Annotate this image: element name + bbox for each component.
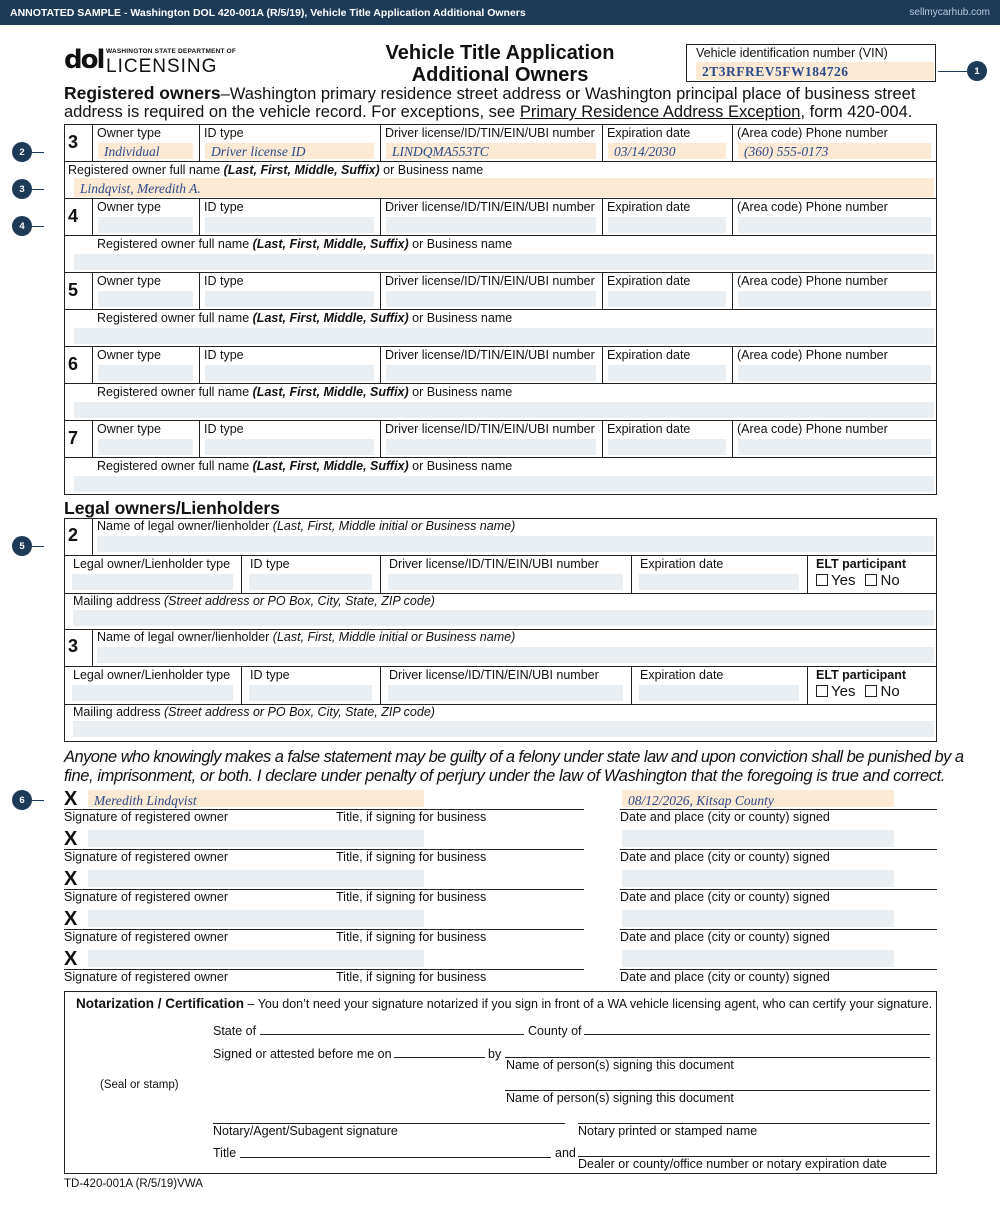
owner-col-label: ID type: [204, 422, 244, 436]
notary-title-line[interactable]: [240, 1157, 551, 1158]
logo-line1: WASHINGTON STATE DEPARTMENT OF: [106, 48, 237, 55]
elt-label: ELT participant: [816, 668, 907, 682]
signature-field[interactable]: [88, 830, 424, 847]
form-number: TD-420-001A (R/5/19)VWA: [64, 1178, 203, 1190]
owner-field-exp[interactable]: [608, 439, 726, 455]
dol-mark: dol: [64, 45, 104, 75]
divider: [199, 346, 200, 383]
elt-no-label: No: [880, 683, 900, 700]
and-label: and: [555, 1146, 576, 1160]
owner-name-field[interactable]: [74, 178, 934, 197]
signature-x: X: [64, 868, 78, 890]
declaration-1: Anyone who knowingly makes a false statement may be guilty of a felony under state law and upon conviction shall be punished by a: [64, 748, 964, 766]
legal-col-label: ID type: [250, 668, 290, 682]
divider: [92, 124, 93, 161]
legal-name-label-b: (Last, First, Middle initial or Business name): [272, 630, 516, 644]
divider: [732, 346, 733, 383]
owner-col-label: Driver license/ID/TIN/EIN/UBI number: [385, 422, 595, 436]
owner-col-label: (Area code) Phone number: [737, 126, 888, 140]
divider: [199, 198, 200, 235]
legal-field-type_label[interactable]: [72, 574, 233, 590]
signature-label: Signature of registered owner: [64, 930, 228, 944]
owner-name-label-part: or Business name: [408, 237, 513, 251]
date-place-field[interactable]: [622, 830, 894, 847]
notary-box: [64, 991, 937, 1174]
owner-name-label-part: Registered owner full name: [97, 459, 253, 473]
marker-leader: [32, 189, 44, 190]
signature-label: Signature of registered owner: [64, 850, 228, 864]
divider: [631, 666, 632, 704]
owner-value-phone: (360) 555-0173: [744, 144, 829, 159]
divider: [64, 309, 937, 310]
divider: [807, 555, 808, 593]
marker-leader: [32, 546, 44, 547]
owner-row-number: 4: [68, 206, 79, 226]
elt-yes-label: Yes: [831, 683, 856, 700]
owner-name-label-part: or Business name: [408, 385, 513, 399]
owner-col-label: Driver license/ID/TIN/EIN/UBI number: [385, 200, 595, 214]
legal-row-number: 2: [68, 525, 79, 545]
date-place-field[interactable]: [622, 910, 894, 927]
elt-yes-label: Yes: [831, 572, 856, 589]
owner-col-label: (Area code) Phone number: [737, 274, 888, 288]
mailing-label: [73, 705, 435, 719]
mailing-label-b: (Street address or PO Box, City, State, ZIP code): [164, 594, 435, 608]
owner-field-phone[interactable]: [738, 439, 931, 455]
owner-col-label: Owner type: [97, 200, 161, 214]
elt-label: ELT participant: [816, 557, 907, 571]
elt-yes-checkbox[interactable]: [816, 574, 828, 586]
divider: [64, 198, 937, 199]
elt-yes-checkbox[interactable]: [816, 685, 828, 697]
owner-name-value: Lindqvist, Meredith A.: [80, 181, 201, 196]
owner-field-dl[interactable]: [386, 291, 596, 307]
owner-name-field[interactable]: [74, 254, 934, 270]
registered-intro: [64, 84, 944, 104]
owner-row-number: 7: [68, 428, 79, 448]
owner-field-owner_type[interactable]: [98, 365, 193, 381]
owner-col-label: Expiration date: [607, 274, 691, 288]
owner-col-label: Driver license/ID/TIN/EIN/UBI number: [385, 348, 595, 362]
annotation-marker: 5: [12, 536, 32, 556]
owner-name-field[interactable]: [74, 402, 934, 418]
owner-col-label: Owner type: [97, 274, 161, 288]
registered-heading: Registered owners: [64, 83, 221, 103]
divider: [380, 124, 381, 161]
owner-row-number: 3: [68, 132, 79, 152]
signature-label: Signature of registered owner: [64, 970, 228, 984]
owner-field-owner_type[interactable]: [98, 217, 193, 233]
registered-intro-2b: , form 420-004.: [800, 103, 913, 121]
divider: [64, 161, 937, 162]
date-label: Date and place (city or county) signed: [620, 970, 830, 984]
owner-col-label: Expiration date: [607, 422, 691, 436]
notary-sig-label: Notary/Agent/Subagent signature: [213, 1124, 398, 1138]
owner-name-label-part: Registered owner full name: [97, 237, 253, 251]
dealer-label: Dealer or county/office number or notary expiration date: [578, 1157, 887, 1171]
legal-heading: Legal owners/Lienholders: [64, 498, 280, 518]
title-label: Title, if signing for business: [336, 930, 487, 944]
divider: [732, 124, 733, 161]
date-label: Date and place (city or county) signed: [620, 810, 830, 824]
divider: [64, 346, 937, 347]
signature-x: X: [64, 788, 78, 810]
owner-field-phone[interactable]: [738, 291, 931, 307]
by-label: by: [488, 1047, 502, 1061]
owner-field-exp[interactable]: [608, 291, 726, 307]
divider: [732, 198, 733, 235]
marker-leader: [32, 226, 44, 227]
owner-col-label: Owner type: [97, 422, 161, 436]
divider: [64, 420, 937, 421]
county-line[interactable]: [584, 1034, 930, 1035]
title-label: Title, if signing for business: [336, 890, 487, 904]
divider: [199, 272, 200, 309]
owner-field-id_type[interactable]: [205, 291, 374, 307]
owner-row-number: 5: [68, 280, 79, 300]
registered-intro-line2: [64, 103, 912, 122]
owner-name-label-part: (Last, First, Middle, Suffix): [252, 237, 409, 251]
title-label: Title, if signing for business: [336, 970, 487, 984]
divider: [92, 629, 93, 666]
owner-value-dl: LINDQMA553TC: [392, 144, 489, 159]
owner-col-label: Owner type: [97, 348, 161, 362]
legal-field-dl[interactable]: [388, 574, 623, 590]
signature-x: X: [64, 908, 78, 930]
divider: [732, 272, 733, 309]
date-label: Date and place (city or county) signed: [620, 930, 830, 944]
owner-field-phone[interactable]: [738, 217, 931, 233]
divider: [602, 272, 603, 309]
divider: [602, 198, 603, 235]
signature-value: Meredith Lindqvist: [94, 793, 197, 808]
county-label: County of: [528, 1024, 582, 1038]
elt-no-checkbox[interactable]: [865, 574, 877, 586]
mailing-label-a: Mailing address: [73, 594, 165, 608]
divider: [92, 272, 93, 309]
annotation-marker: 1: [967, 61, 987, 81]
signed-date-line[interactable]: [394, 1057, 485, 1058]
declaration-2: fine, imprisonment, or both. I declare under penalty of perjury under the law of Washington that the foregoing is true and correct.: [64, 767, 945, 785]
marker-leader: [32, 800, 44, 801]
state-line[interactable]: [260, 1034, 524, 1035]
elt-no-checkbox[interactable]: [865, 685, 877, 697]
notary-header: [76, 996, 932, 1011]
legal-name-label-a: Name of legal owner/lienholder: [97, 630, 273, 644]
owner-name-label-part: Registered owner full name: [68, 163, 224, 177]
legal-name-label-a: Name of legal owner/lienholder: [97, 519, 273, 533]
divider: [64, 235, 937, 236]
elt-options: [816, 683, 900, 700]
divider: [380, 666, 381, 704]
owner-field-dl[interactable]: [386, 217, 596, 233]
owner-value-owner_type: Individual: [104, 144, 160, 159]
form-title-2: Additional Owners: [411, 64, 589, 86]
dol-logo: [64, 44, 239, 78]
marker-leader: [938, 71, 967, 72]
legal-name-label-b: (Last, First, Middle initial or Business name): [272, 519, 516, 533]
divider: [380, 272, 381, 309]
registered-intro-2a: address is required on the vehicle record. For exceptions, see: [64, 103, 520, 121]
date-place-field[interactable]: [622, 950, 894, 967]
top-banner: [0, 0, 1000, 25]
divider: [631, 555, 632, 593]
divider: [92, 198, 93, 235]
legal-col-label: Legal owner/Lienholder type: [73, 668, 231, 682]
divider: [602, 346, 603, 383]
registered-intro-1: –Washington primary residence street address or Washington principal place of business street: [220, 85, 916, 103]
notary-title-label: Title: [213, 1146, 237, 1160]
legal-name-label: [97, 630, 515, 644]
owner-col-label: Owner type: [97, 126, 161, 140]
owner-field-owner_type[interactable]: [98, 439, 193, 455]
owner-name-label-part: (Last, First, Middle, Suffix): [252, 459, 409, 473]
divider: [602, 124, 603, 161]
owner-field-id_type[interactable]: [205, 439, 374, 455]
owner-name-label: [97, 237, 512, 251]
divider: [241, 555, 242, 593]
owner-col-label: ID type: [204, 348, 244, 362]
owner-col-label: Driver license/ID/TIN/EIN/UBI number: [385, 126, 595, 140]
divider: [807, 666, 808, 704]
signature-label: Signature of registered owner: [64, 890, 228, 904]
owner-value-exp: 03/14/2030: [614, 144, 676, 159]
owner-col-label: Expiration date: [607, 200, 691, 214]
owner-field-dl[interactable]: [386, 365, 596, 381]
divider: [92, 420, 93, 457]
annotation-marker: 2: [12, 142, 32, 162]
mailing-label-b: (Street address or PO Box, City, State, ZIP code): [164, 705, 435, 719]
divider: [199, 420, 200, 457]
owner-row-number: 6: [68, 354, 79, 374]
annotation-marker: 3: [12, 179, 32, 199]
title-label: Title, if signing for business: [336, 850, 487, 864]
name-person-1: Name of person(s) signing this document: [506, 1058, 734, 1072]
logo-line2: LICENSING: [106, 56, 218, 77]
owner-name-label: [97, 311, 512, 325]
divider: [241, 666, 242, 704]
annotation-marker: 4: [12, 216, 32, 236]
legal-col-label: Driver license/ID/TIN/EIN/UBI number: [389, 557, 599, 571]
signature-field[interactable]: [88, 950, 424, 967]
divider: [380, 198, 381, 235]
signature-x: X: [64, 948, 78, 970]
divider: [380, 346, 381, 383]
owner-name-label-part: Registered owner full name: [97, 311, 253, 325]
divider: [380, 420, 381, 457]
legal-col-label: Expiration date: [640, 668, 724, 682]
date-label: Date and place (city or county) signed: [620, 850, 830, 864]
owner-col-label: ID type: [204, 274, 244, 288]
signature-field[interactable]: [88, 870, 424, 887]
legal-field-type_label[interactable]: [72, 685, 233, 701]
divider: [380, 555, 381, 593]
elt-no-label: No: [880, 572, 900, 589]
legal-field-id_type[interactable]: [249, 574, 372, 590]
vin-value: 2T3RFREV5FW184726: [702, 64, 849, 79]
divider: [732, 420, 733, 457]
divider: [199, 124, 200, 161]
owner-name-label-part: or Business name: [408, 459, 513, 473]
legal-col-label: Expiration date: [640, 557, 724, 571]
owner-name-field[interactable]: [74, 328, 934, 344]
vin-label: Vehicle identification number (VIN): [696, 46, 888, 60]
owner-col-label: (Area code) Phone number: [737, 200, 888, 214]
divider: [64, 457, 937, 458]
signature-field[interactable]: [88, 910, 424, 927]
date-place-field[interactable]: [622, 870, 894, 887]
owner-value-id_type: Driver license ID: [211, 144, 306, 159]
owner-field-phone[interactable]: [738, 365, 931, 381]
title-label: Title, if signing for business: [336, 810, 487, 824]
site-link[interactable]: sellmycarhub.com: [909, 7, 990, 18]
name-person-2: Name of person(s) signing this document: [506, 1091, 734, 1105]
mailing-field[interactable]: [73, 610, 934, 626]
owner-name-label: [68, 163, 483, 177]
owner-name-label-part: (Last, First, Middle, Suffix): [252, 311, 409, 325]
notary-title: Notarization / Certification: [76, 996, 245, 1011]
form-title-1: Vehicle Title Application: [385, 42, 615, 64]
owner-name-label-part: (Last, First, Middle, Suffix): [223, 163, 380, 177]
owner-name-label-part: or Business name: [408, 311, 513, 325]
marker-leader: [32, 152, 44, 153]
divider: [602, 420, 603, 457]
owner-field-exp[interactable]: [608, 217, 726, 233]
divider: [92, 518, 93, 555]
owner-col-label: Expiration date: [607, 126, 691, 140]
owner-name-field[interactable]: [74, 476, 934, 492]
legal-name-label: [97, 519, 515, 533]
owner-name-label-part: (Last, First, Middle, Suffix): [252, 385, 409, 399]
owner-field-owner_type[interactable]: [98, 291, 193, 307]
notary-desc: – You don’t need your signature notarized if you sign in front of a WA vehicle licensing agent, who can certify your signature.: [244, 997, 933, 1011]
date-label: Date and place (city or county) signed: [620, 890, 830, 904]
owner-col-label: ID type: [204, 126, 244, 140]
legal-col-label: Legal owner/Lienholder type: [73, 557, 231, 571]
owner-field-id_type[interactable]: [205, 217, 374, 233]
owner-col-label: ID type: [204, 200, 244, 214]
signature-label: Signature of registered owner: [64, 810, 228, 824]
state-label: State of: [213, 1024, 257, 1038]
divider: [64, 383, 937, 384]
annotation-marker: 6: [12, 790, 32, 810]
owner-col-label: (Area code) Phone number: [737, 422, 888, 436]
legal-name-field[interactable]: [97, 647, 934, 663]
owner-col-label: (Area code) Phone number: [737, 348, 888, 362]
owner-name-label: [97, 385, 512, 399]
owner-name-label-part: or Business name: [379, 163, 484, 177]
divider: [64, 272, 937, 273]
elt-options: [816, 572, 900, 589]
banner-title: ANNOTATED SAMPLE - Washington DOL 420-001A (R/5/19), Vehicle Title Application Additional Owners: [10, 6, 526, 19]
exception-link[interactable]: Primary Residence Address Exception: [519, 103, 801, 121]
owner-col-label: Expiration date: [607, 348, 691, 362]
legal-field-id_type[interactable]: [249, 685, 372, 701]
legal-field-exp[interactable]: [639, 685, 799, 701]
legal-field-exp[interactable]: [639, 574, 799, 590]
legal-name-field[interactable]: [97, 536, 934, 552]
signed-label: Signed or attested before me on: [213, 1047, 392, 1061]
mailing-label-a: Mailing address: [73, 705, 165, 719]
owner-name-label-part: Registered owner full name: [97, 385, 253, 399]
signature-x: X: [64, 828, 78, 850]
mailing-label: [73, 594, 435, 608]
notary-name-label: Notary printed or stamped name: [578, 1124, 758, 1138]
legal-field-dl[interactable]: [388, 685, 623, 701]
legal-col-label: Driver license/ID/TIN/EIN/UBI number: [389, 668, 599, 682]
owner-field-id_type[interactable]: [205, 365, 374, 381]
owner-field-dl[interactable]: [386, 439, 596, 455]
divider: [92, 346, 93, 383]
seal-label: (Seal or stamp): [100, 1079, 179, 1091]
legal-col-label: ID type: [250, 557, 290, 571]
date-place-value: 08/12/2026, Kitsap County: [628, 793, 774, 808]
owner-field-exp[interactable]: [608, 365, 726, 381]
legal-row-number: 3: [68, 636, 79, 656]
mailing-field[interactable]: [73, 721, 934, 737]
owner-col-label: Driver license/ID/TIN/EIN/UBI number: [385, 274, 595, 288]
owner-name-label: [97, 459, 512, 473]
